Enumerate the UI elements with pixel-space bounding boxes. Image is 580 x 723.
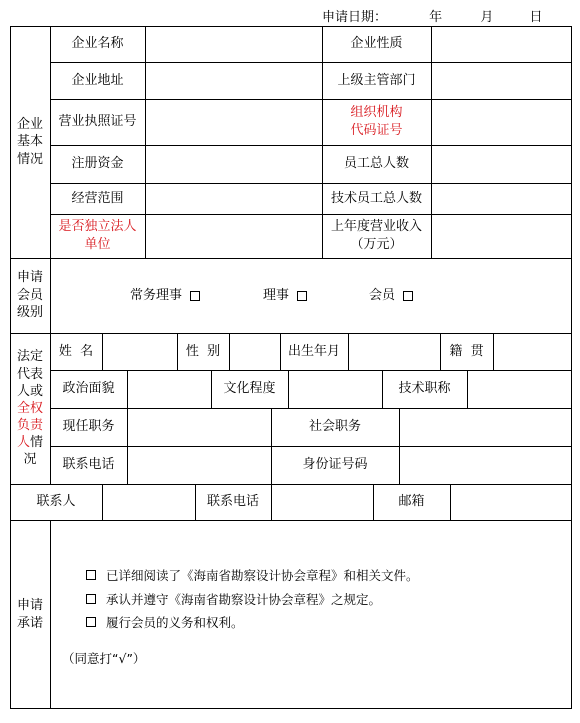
divider xyxy=(10,520,572,521)
rep-gender-field[interactable] xyxy=(230,334,280,370)
label-rep-position: 现任职务 xyxy=(62,419,115,435)
rep-position-field[interactable] xyxy=(128,409,271,446)
section-label: 负责 xyxy=(16,418,43,434)
section-pledge xyxy=(10,520,50,709)
contact-email-field[interactable] xyxy=(451,485,571,520)
business-license-field[interactable] xyxy=(146,100,322,145)
label-contact-email: 邮箱 xyxy=(398,494,425,510)
contact-person-field[interactable] xyxy=(103,485,195,520)
label-annual-revenue xyxy=(322,214,431,258)
section-label: 会员 xyxy=(16,287,43,303)
label-rep-social: 社会职务 xyxy=(308,419,361,435)
section-label: 申请 xyxy=(16,270,43,286)
year-label: 年 xyxy=(429,10,443,25)
business-scope-field[interactable] xyxy=(146,184,322,214)
label-rep-birth: 出生年月 xyxy=(287,343,340,359)
label-supervising-dept: 上级主管部门 xyxy=(337,72,416,88)
divider xyxy=(50,520,51,709)
checkbox-icon[interactable] xyxy=(86,617,96,627)
label-rep-education: 文化程度 xyxy=(223,381,276,397)
label-rep-gender: 性 别 xyxy=(185,343,221,359)
contact-phone-field[interactable] xyxy=(272,485,373,520)
label-total-staff: 员工总人数 xyxy=(343,156,409,172)
option-member[interactable] xyxy=(369,286,413,306)
label-company-address: 企业地址 xyxy=(71,72,124,88)
section-basic-info xyxy=(10,26,50,258)
rep-id-field[interactable] xyxy=(400,447,571,484)
rep-name-field[interactable] xyxy=(103,334,177,370)
pledge-note: （同意打“√”） xyxy=(62,650,146,666)
divider xyxy=(50,258,51,333)
section-legal-representative xyxy=(10,333,50,484)
checkbox-icon[interactable] xyxy=(86,570,96,580)
section-label: 人或 xyxy=(16,383,43,399)
org-code-field[interactable] xyxy=(432,100,571,145)
rep-education-field[interactable] xyxy=(289,371,382,408)
section-label: 法定 xyxy=(16,349,43,365)
pledge-text: 履行会员的义务和权利。 xyxy=(106,615,244,630)
section-label: 人情 xyxy=(16,435,44,451)
option-executive-director[interactable] xyxy=(130,286,200,306)
section-label: 情况 xyxy=(16,151,43,167)
checkbox-icon[interactable] xyxy=(190,291,200,301)
day-label: 日 xyxy=(529,10,543,25)
label-rep-name: 姓 名 xyxy=(58,343,94,359)
label-business-license: 营业执照证号 xyxy=(58,114,137,130)
label-line: 是否独立法人 xyxy=(58,219,137,235)
label-contact-person: 联系人 xyxy=(36,494,76,510)
annual-revenue-field[interactable] xyxy=(432,215,571,258)
label-independent-legal xyxy=(50,214,145,258)
pledge-text: 承认并遵守《海南省勘察设计协会章程》之规定。 xyxy=(106,592,382,607)
option-director[interactable] xyxy=(263,286,307,306)
rep-title-field[interactable] xyxy=(468,371,571,408)
section-label: 全权 xyxy=(16,400,43,416)
month-label: 月 xyxy=(480,10,494,25)
label-contact-phone: 联系电话 xyxy=(206,494,259,510)
option-label: 常务理事 xyxy=(130,288,183,304)
label-line: 组织机构 xyxy=(350,105,403,121)
label-line: 上年度营业收入 xyxy=(330,219,422,235)
registered-capital-field[interactable] xyxy=(146,146,322,183)
company-name-field[interactable] xyxy=(146,27,322,62)
label-rep-phone: 联系电话 xyxy=(62,457,115,473)
rep-birth-field[interactable] xyxy=(349,334,440,370)
label-line: （万元） xyxy=(350,237,403,252)
checkbox-icon[interactable] xyxy=(297,291,307,301)
company-address-field[interactable] xyxy=(146,63,322,99)
label-rep-origin: 籍 贯 xyxy=(449,343,484,359)
label-rep-title: 技术职称 xyxy=(398,381,451,397)
rep-social-field[interactable] xyxy=(400,409,571,446)
section-label: 基本 xyxy=(16,134,43,150)
label-rep-id: 身份证号码 xyxy=(302,457,368,473)
checkbox-icon[interactable] xyxy=(403,291,413,301)
section-label: 申请 xyxy=(16,597,43,613)
pledge-item-comply-charter[interactable] xyxy=(86,590,381,608)
rep-phone-field[interactable] xyxy=(128,447,271,484)
label-tech-staff: 技术员工总人数 xyxy=(330,190,422,206)
section-label: 承诺 xyxy=(16,615,43,631)
pledge-text: 已详细阅读了《海南省勘察设计协会章程》和相关文件。 xyxy=(106,568,419,583)
date-label: 申请日期： xyxy=(322,10,388,25)
rep-politics-field[interactable] xyxy=(128,371,211,408)
label-line: 单位 xyxy=(84,237,111,252)
label-rep-politics: 政治面貌 xyxy=(62,381,115,397)
label-registered-capital: 注册资金 xyxy=(71,156,124,172)
section-label: 代表 xyxy=(16,366,43,382)
section-label: 企业 xyxy=(16,116,43,132)
section-label: 级别 xyxy=(16,305,43,321)
section-label: 况 xyxy=(23,452,37,468)
label-line: 代码证号 xyxy=(350,123,403,138)
independent-legal-field[interactable] xyxy=(146,215,322,258)
tech-staff-field[interactable] xyxy=(432,184,571,214)
option-label: 理事 xyxy=(263,288,290,304)
section-membership-level xyxy=(10,258,50,333)
option-label: 会员 xyxy=(369,288,396,304)
checkbox-icon[interactable] xyxy=(86,594,96,604)
rep-origin-field[interactable] xyxy=(494,334,571,370)
label-business-scope: 经营范围 xyxy=(71,190,124,206)
divider xyxy=(10,258,572,259)
label-company-name: 企业名称 xyxy=(71,36,124,52)
company-nature-field[interactable] xyxy=(432,27,571,62)
application-date xyxy=(322,6,542,25)
label-org-code xyxy=(322,99,431,145)
label-company-nature: 企业性质 xyxy=(350,36,403,52)
total-staff-field[interactable] xyxy=(432,146,571,183)
supervising-dept-field[interactable] xyxy=(432,63,571,99)
pledge-item-read-charter[interactable] xyxy=(86,566,419,584)
pledge-item-fulfill-duties[interactable] xyxy=(86,613,244,631)
